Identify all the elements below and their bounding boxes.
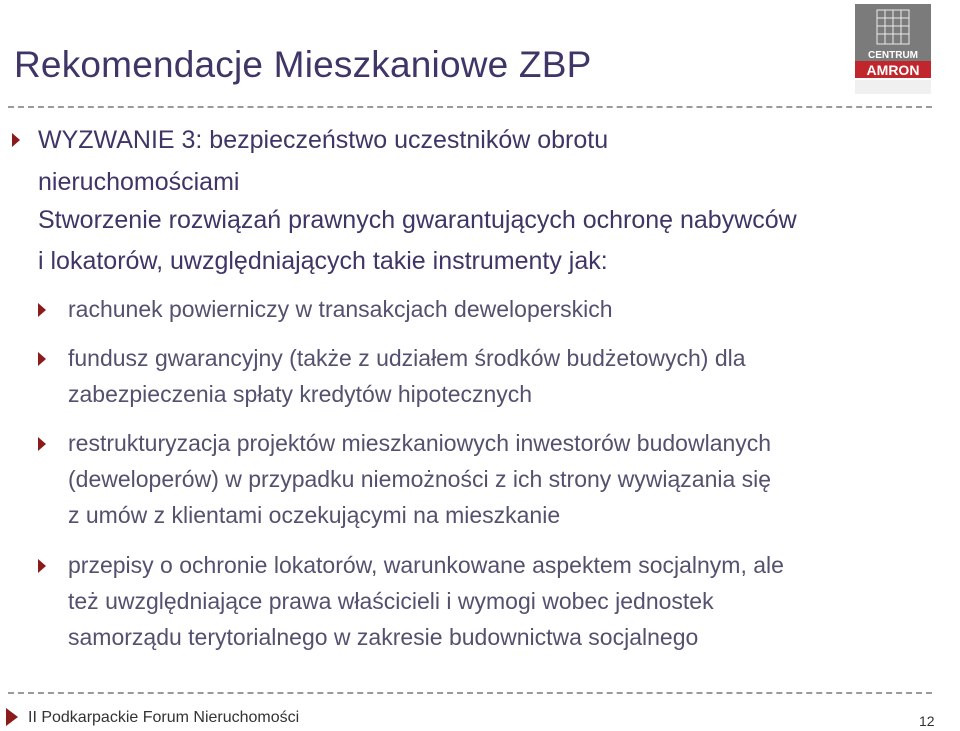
slide-title: Rekomendacje Mieszkaniowe ZBP (14, 44, 592, 85)
footer-text: II Podkarpackie Forum Nieruchomości (28, 709, 300, 726)
page-number: 12 (919, 713, 935, 729)
list-item-2-line-2: zabezpieczenia spłaty kredytów hipotecznych (68, 381, 533, 407)
list-item-3-line-1: restrukturyzacja projektów mieszkaniowych inwestorów budowlanych (68, 430, 772, 456)
bullet-icon (38, 352, 46, 366)
centrum-amron-logo (855, 4, 931, 96)
logo-top-text: CENTRUM (868, 50, 918, 61)
list-item-3-line-2: (deweloperów) w przypadku niemożności z ich strony wywiązania się (68, 466, 772, 492)
list-item-4-line-1: przepisy o ochronie lokatorów, warunkowane aspektem socjalnym, ale (68, 552, 784, 578)
bullet-icon (12, 133, 20, 147)
list-item-4-line-2: też uwzględniające prawa właścicieli i wymogi wobec jednostek (68, 588, 714, 614)
main-line-3: Stworzenie rozwiązań prawnych gwarantujących ochronę nabywców (38, 206, 797, 234)
bullet-icon (38, 437, 46, 451)
footer-divider (8, 692, 932, 694)
bullet-icon (38, 559, 46, 573)
main-line-2: nieruchomościami (38, 168, 240, 196)
footer-arrow-icon (6, 708, 18, 726)
main-line-1: WYZWANIE 3: bezpieczeństwo uczestników obrotu (38, 126, 609, 154)
list-item-1-line-1: rachunek powierniczy w transakcjach deweloperskich (68, 296, 613, 322)
list-item-4-line-3: samorządu terytorialnego w zakresie budownictwa socjalnego (68, 624, 699, 650)
list-item-3-line-3: z umów z klientami oczekującymi na mieszkanie (68, 502, 561, 528)
header-divider (8, 106, 932, 108)
main-line-4: i lokatorów, uwzględniających takie instrumenty jak: (38, 247, 608, 275)
logo-graphic (855, 4, 931, 96)
logo-bottom-text: AMRON (866, 62, 920, 78)
bullet-icon (38, 303, 46, 317)
list-item-2-line-1: fundusz gwarancyjny (także z udziałem środków budżetowych) dla (68, 345, 746, 371)
